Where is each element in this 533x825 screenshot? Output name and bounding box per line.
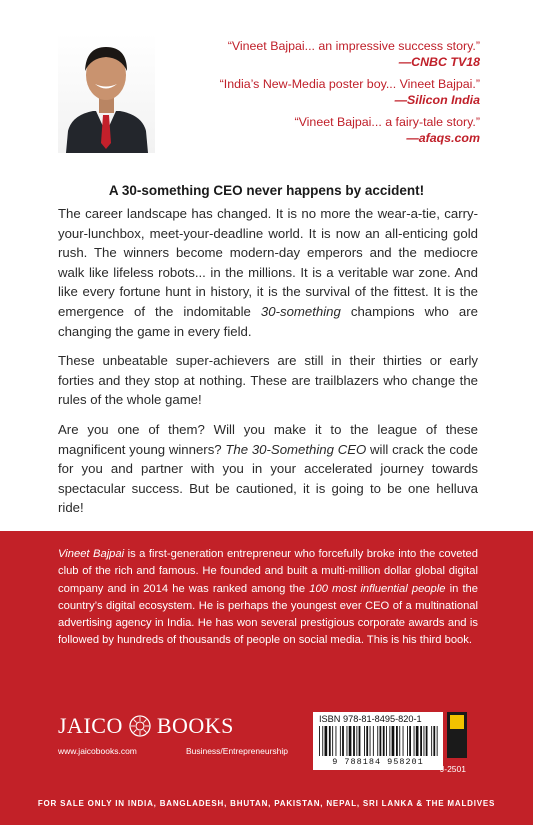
logo-word-right: BOOKS xyxy=(156,713,234,738)
quote-source: —Silicon India xyxy=(394,93,480,107)
blurb-paragraph-1 xyxy=(58,204,478,341)
sun-emblem-icon xyxy=(129,715,151,737)
sale-notice: FOR SALE ONLY IN INDIA, BANGLADESH, BHUTAN, PAKISTAN, NEPAL, SRI LANKA & THE MALDIVES xyxy=(37,799,496,808)
author-bio xyxy=(58,546,478,650)
bio-emphasis: 100 most influential people xyxy=(309,582,446,595)
logo-word-left: JAICO xyxy=(58,713,123,738)
author-name: Vineet Bajpai xyxy=(58,548,125,560)
blurb-text: Are you one of them? Will you make it to the league of these magnificent young winners? xyxy=(58,421,478,457)
blurb-text: will crack the code for you and partner with you in your accelerated journey towards spectacular success. But be cautioned, it is going to be one helluva ride! xyxy=(58,441,478,516)
publisher-meta xyxy=(58,746,288,756)
blurb-emphasis: 30-something xyxy=(260,303,341,319)
quote-source: —CNBC TV18 xyxy=(398,55,480,69)
blurb-paragraph-3 xyxy=(58,420,478,518)
author-photo xyxy=(58,33,155,153)
quote-3 xyxy=(160,114,480,146)
blurb-paragraph-2: These unbeatable super-achievers are still in their thirties or early forties and they stop at nothing. These are trailblazers who change the rules of the whole game! xyxy=(58,353,478,408)
quote-text: “Vineet Bajpai... a fairy-tale story.” xyxy=(294,115,480,129)
barcode-digits: 9 788184 958201 xyxy=(332,757,424,767)
blurb xyxy=(58,204,478,528)
book-code: J-2501 xyxy=(440,764,466,774)
quote-source: —afaqs.com xyxy=(406,131,480,145)
badge-emblem-icon xyxy=(450,715,464,729)
barcode-bars xyxy=(317,726,439,756)
bio-text: in the country’s digital ecosystem. He is perhaps the youngest ever CEO of a multinational advertising agency in India. He has won several prestigious corporate awards and is followed by hundreds of thousands of people on social media. This is his third book. xyxy=(58,582,478,647)
press-quotes xyxy=(160,38,480,152)
publisher-website[interactable]: www.jaicobooks.com xyxy=(58,746,137,756)
quote-1 xyxy=(160,38,480,70)
blurb-text: champions who are changing the game in every field. xyxy=(58,303,478,339)
headline: A 30-something CEO never happens by accident! xyxy=(108,183,425,198)
book-title-emphasis: The 30-Something CEO xyxy=(225,441,367,457)
quote-text: “India’s New-Media poster boy... Vineet Bajpai.” xyxy=(219,77,480,91)
book-category: Business/Entrepreneurship xyxy=(185,746,288,756)
price-badge xyxy=(447,712,467,758)
blurb-text: The career landscape has changed. It is no more the wear-a-tie, carry-your-lunchbox, meet-your-deadline world. It is now an all-enticing gold rush. The winners become modern-day emperors and the mediocre walk like lifeless robots... in the millions. It is a veritable war zone. And like every fortune hunt in history, it is the survival of the fittest. It is the emergence of the indomitable xyxy=(58,206,478,319)
isbn-label: ISBN 978-81-8495-820-1 xyxy=(319,714,422,724)
quote-text: “Vineet Bajpai... an impressive success story.” xyxy=(227,39,480,53)
bio-text: is a first-generation entrepreneur who forcefully broke into the coveted club of the rich and famous. He founded and built a multi-million dollar global digital company and in 2014 he was ranked among the xyxy=(58,548,478,595)
publisher-logo xyxy=(58,713,234,739)
isbn-barcode xyxy=(313,712,443,770)
quote-2 xyxy=(160,76,480,108)
